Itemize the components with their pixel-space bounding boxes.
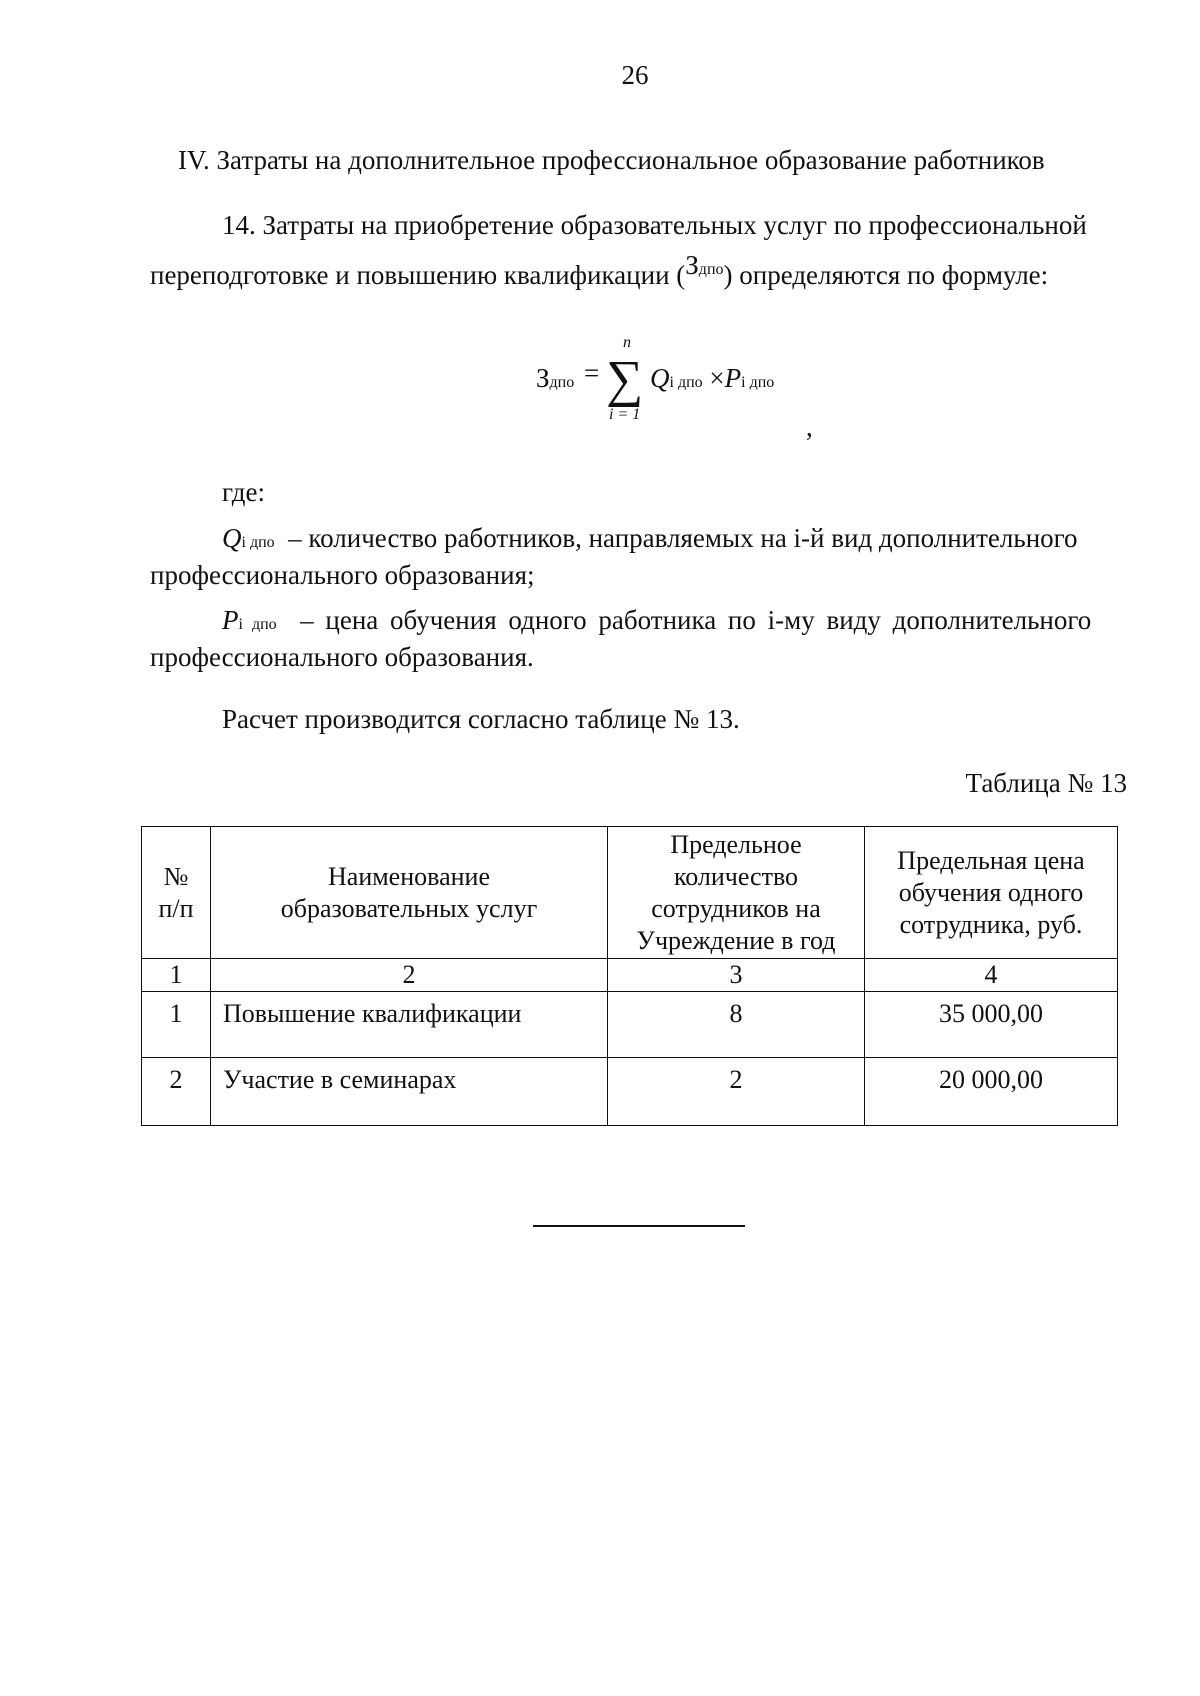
paragraph-14-line1: 14. Затраты на приобретение образовательных услуг по профессиональной	[222, 210, 1087, 240]
formula-lhs: Здпо	[536, 363, 575, 393]
row-name: Участие в семинарах	[211, 1058, 608, 1126]
where-label: где:	[222, 477, 265, 507]
table-row	[142, 992, 1118, 1058]
table-row	[142, 1058, 1118, 1126]
index-cell: 3	[608, 959, 865, 992]
formula-comma: ,	[806, 412, 813, 442]
row-qty: 2	[608, 1058, 865, 1126]
formula-sum-lower: i = 1	[609, 406, 641, 423]
formula-equals: =	[584, 358, 600, 388]
row-price: 20 000,00	[865, 1058, 1118, 1126]
formula-sum-upper: n	[623, 334, 631, 351]
paragraph-14-line2	[150, 250, 1049, 291]
paragraph-14-line2-start: переподготовке и повышению квалификации (	[150, 260, 686, 290]
inline-symbol: Здпо	[685, 250, 724, 280]
row-price: 35 000,00	[865, 992, 1118, 1058]
formula-rhs: Qi дпо ×Pi дпо	[650, 363, 775, 393]
row-num: 2	[142, 1058, 211, 1126]
table-header-row	[142, 827, 1118, 959]
table-caption: Таблица № 13	[965, 768, 1127, 798]
calc-note: Расчет производится согласно таблице № 13.	[222, 704, 740, 734]
paragraph-14-line2-end: ) определяются по формуле:	[723, 260, 1049, 290]
header-num: № п/п	[142, 827, 211, 959]
section-title: IV. Затраты на дополнительное профессиональное образование работников	[178, 145, 1045, 175]
row-name: Повышение квалификации	[211, 992, 608, 1058]
index-cell: 2	[211, 959, 608, 992]
header-qty: Предельное количество сотрудников на Учреждение в год	[608, 827, 865, 959]
definition-p-line2: профессионального образования.	[150, 642, 534, 672]
definition-q-line2: профессионального образования;	[150, 560, 535, 590]
index-cell: 4	[865, 959, 1118, 992]
index-cell: 1	[142, 959, 211, 992]
definition-p-line1: Pi дпо – цена обучения одного работника по i-му виду дополнительного	[222, 605, 1092, 635]
row-qty: 8	[608, 992, 865, 1058]
end-separator-line	[533, 1225, 745, 1227]
definition-q-line1: Qi дпо – количество работников, направляемых на i-й вид дополнительного	[222, 523, 1078, 553]
header-name: Наименование образовательных услуг	[211, 827, 608, 959]
table-index-row	[142, 959, 1118, 992]
header-price: Предельная цена обучения одного сотрудника, руб.	[865, 827, 1118, 959]
page-number: 26	[621, 60, 649, 90]
row-num: 1	[142, 992, 211, 1058]
formula-sum-sign: ∑	[606, 351, 644, 408]
cost-table	[141, 826, 1118, 1126]
